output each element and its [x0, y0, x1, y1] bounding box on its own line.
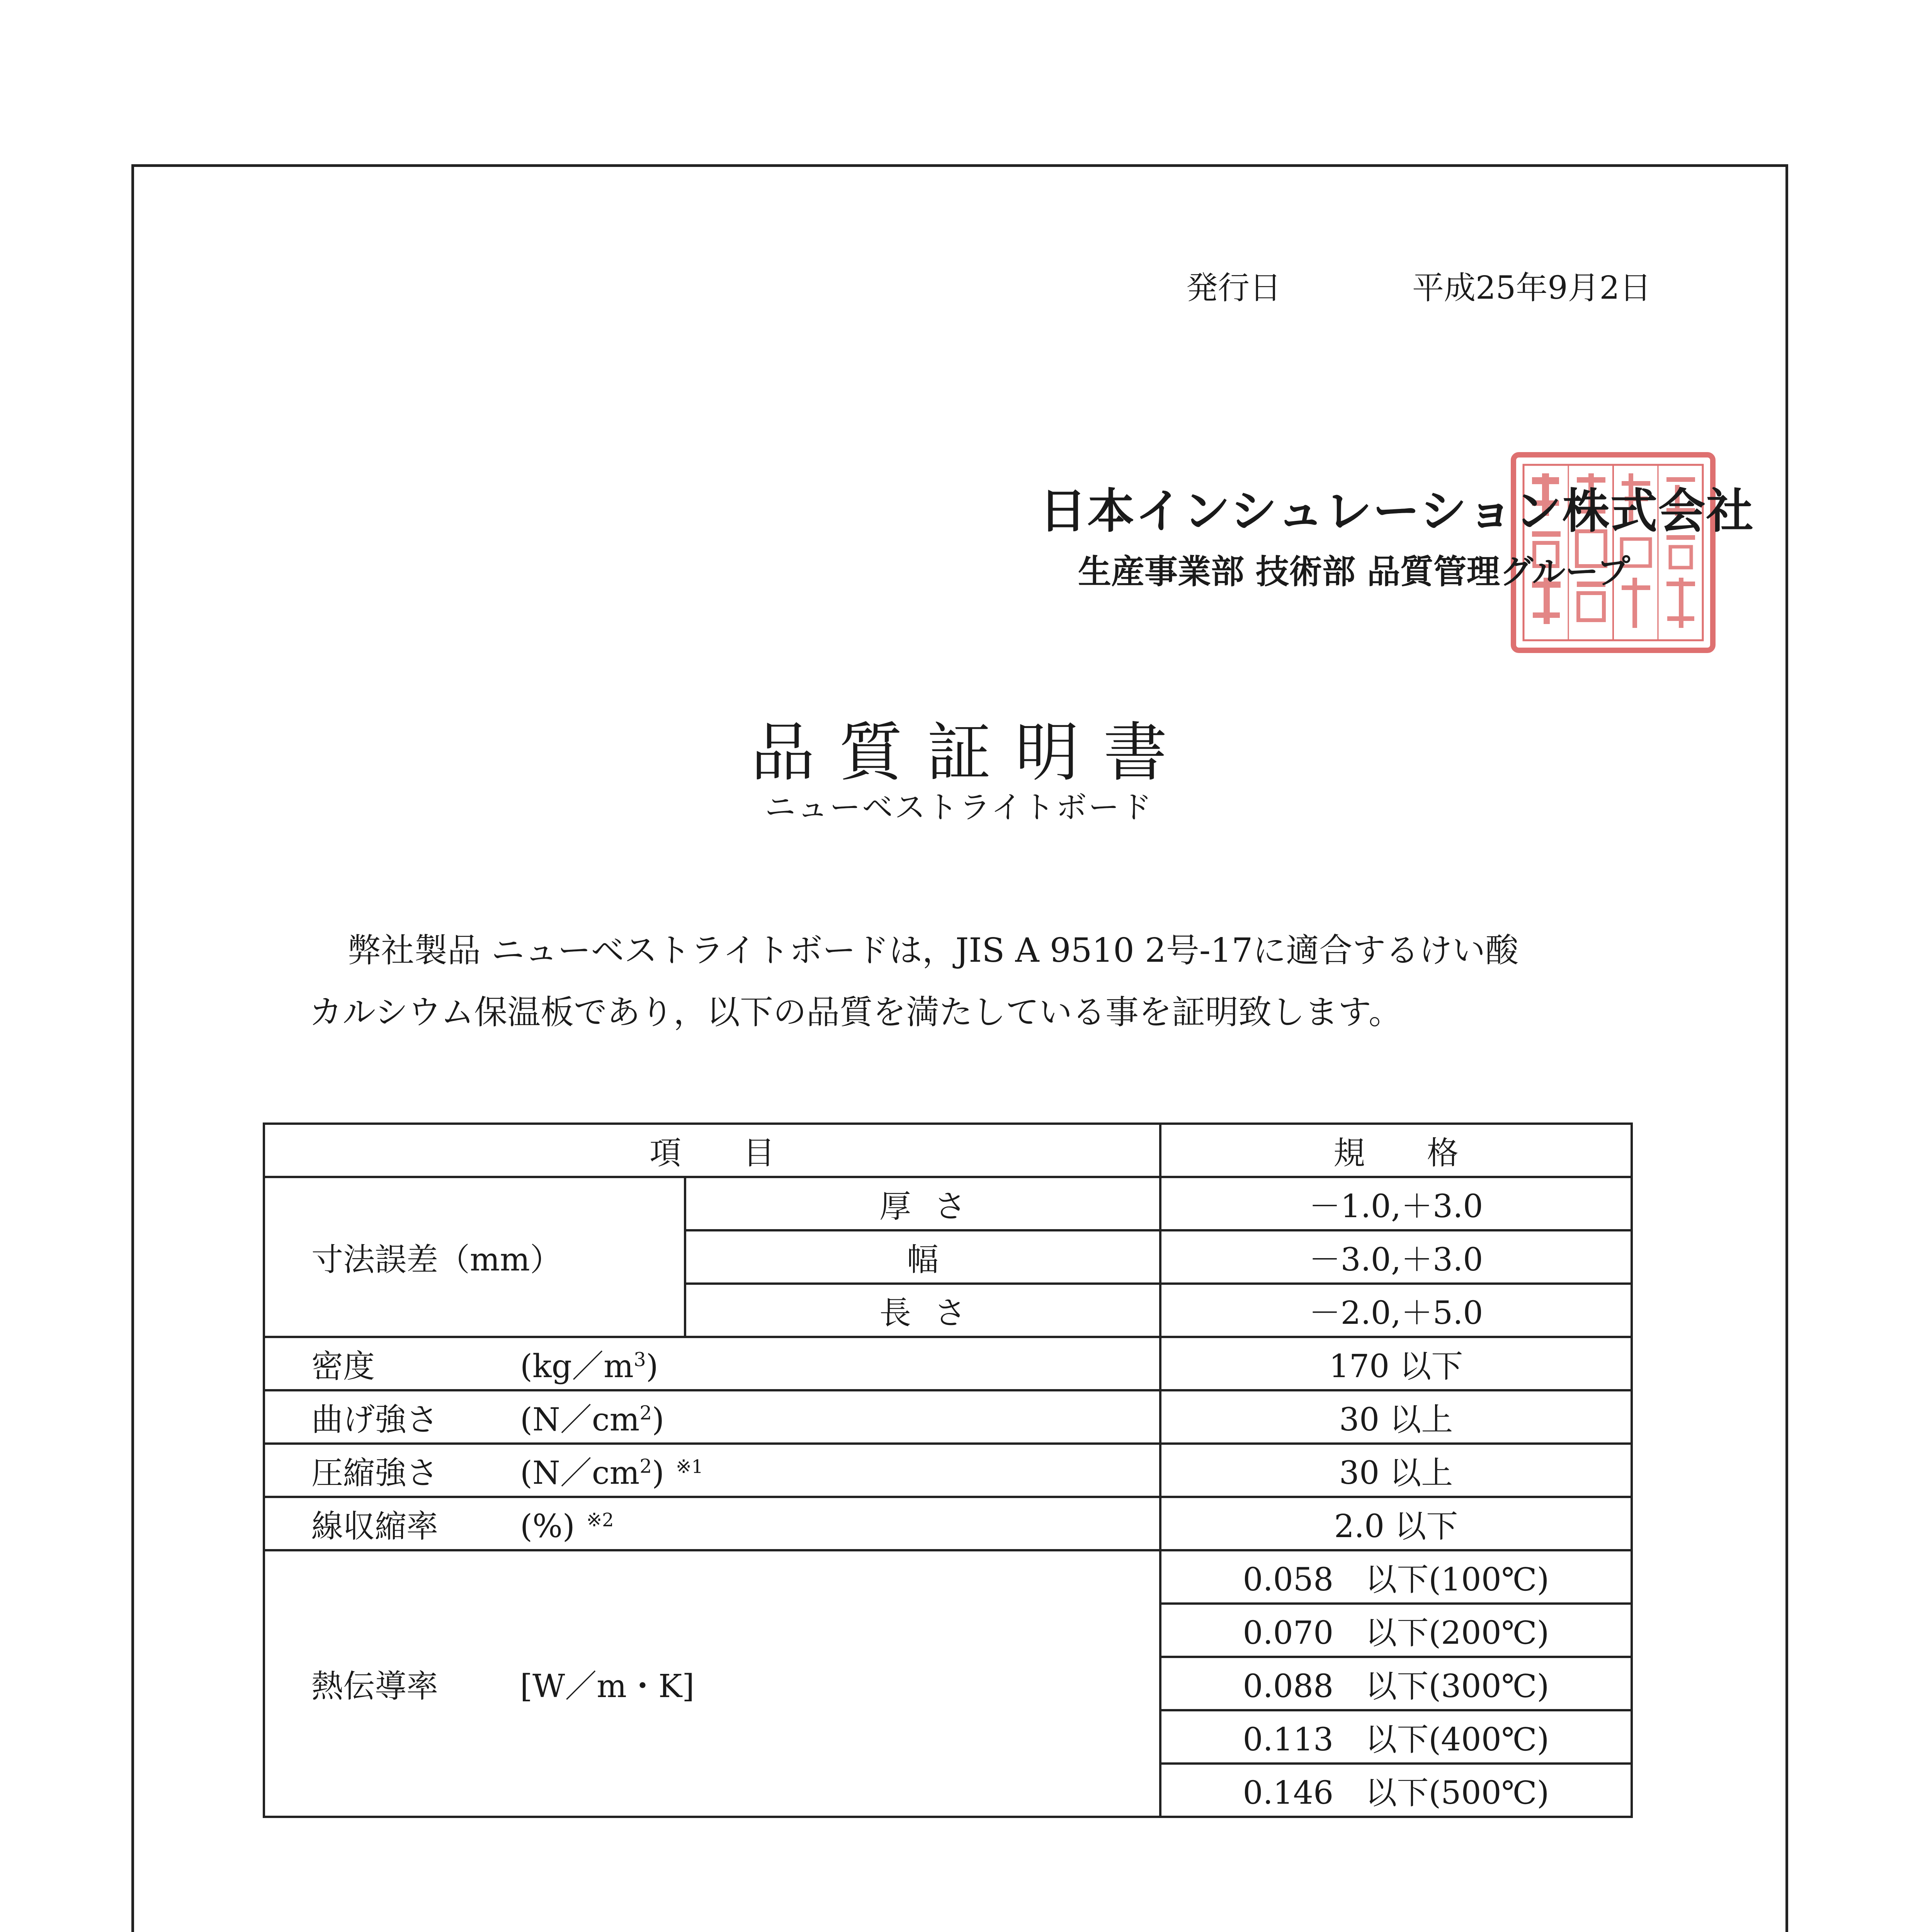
dimension-spec: －2.0,＋5.0: [1160, 1284, 1632, 1337]
conductivity-spec: 0.070 以下(200℃): [1160, 1604, 1632, 1657]
dimension-name: 長さ: [685, 1284, 1160, 1337]
header-item: 項目: [264, 1124, 1160, 1177]
property-name: 密度: [311, 1348, 375, 1385]
footnote-1: [263, 1926, 990, 1932]
property-spec: 170 以下: [1160, 1337, 1632, 1390]
property-name: 線収縮率: [311, 1508, 439, 1545]
intro-line-1: 弊社製品 ニューベストライトボードは，JIS A 9510 2号-17に適合するけい酸: [348, 931, 1519, 970]
property-unit: $(N/cm^2)$: [520, 1454, 665, 1492]
department-name: 生産事業部 技術部 品質管理グループ: [1078, 553, 1631, 591]
property-name: 曲げ強さ: [311, 1401, 439, 1438]
footnote-mark: ※2: [586, 1509, 614, 1531]
issue-date: 平成25年9月2日: [1412, 270, 1651, 306]
conductivity-cell: [264, 1550, 1160, 1817]
conductivity-spec: 0.058 以下(100℃): [1160, 1550, 1632, 1604]
property-cell: [264, 1444, 1160, 1497]
property-cell: [264, 1497, 1160, 1550]
property-unit: $(N/cm^2)$: [520, 1401, 665, 1438]
table-row: [264, 1390, 1632, 1444]
conductivity-unit: [W／m・K]: [520, 1668, 695, 1705]
property-cell: [264, 1337, 1160, 1390]
spec-table: [263, 1122, 1633, 1818]
property-name: 圧縮強さ: [311, 1454, 439, 1492]
conductivity-spec: 0.113 以下(400℃): [1160, 1710, 1632, 1764]
intro-line-2: カルシウム保温板であり，以下の品質を満たしている事を証明致します。: [309, 993, 1402, 1032]
table-header-row: [264, 1124, 1632, 1177]
dimension-label: 寸法誤差（mm）: [264, 1177, 685, 1337]
footnote-mark: [263, 1926, 390, 1932]
product-name: ニューベストライトボード: [765, 789, 1153, 825]
dimension-spec: －3.0,＋3.0: [1160, 1230, 1632, 1284]
table-row: [264, 1337, 1632, 1390]
property-cell: [264, 1390, 1160, 1444]
property-spec: 2.0 以下: [1160, 1497, 1632, 1550]
issue-date-label: 発行日: [1186, 270, 1282, 306]
header-spec: 規格: [1160, 1124, 1632, 1177]
table-row: [264, 1550, 1632, 1604]
table-row: [264, 1444, 1632, 1497]
company-name: 日本インシュレーション株式会社: [1039, 484, 1754, 539]
conductivity-spec: 0.088 以下(300℃): [1160, 1657, 1632, 1710]
document-title: 品質証明書: [751, 716, 1191, 790]
property-spec: 30 以上: [1160, 1390, 1632, 1444]
dimension-name: 幅: [685, 1230, 1160, 1284]
footnote-mark: ※1: [676, 1456, 703, 1478]
dimension-spec: －1.0,＋3.0: [1160, 1177, 1632, 1230]
footnotes: [263, 1926, 990, 1932]
table-row: [264, 1177, 1632, 1230]
dimension-name: 厚さ: [685, 1177, 1160, 1230]
table-row: [264, 1497, 1632, 1550]
property-spec: 30 以上: [1160, 1444, 1632, 1497]
conductivity-label: 熱伝導率: [311, 1668, 439, 1705]
property-unit: (%): [520, 1508, 575, 1545]
property-unit: $(kg/m^3)$: [520, 1348, 658, 1385]
intro-paragraph: [309, 920, 1739, 1043]
conductivity-spec: 0.146 以下(500℃): [1160, 1764, 1632, 1817]
